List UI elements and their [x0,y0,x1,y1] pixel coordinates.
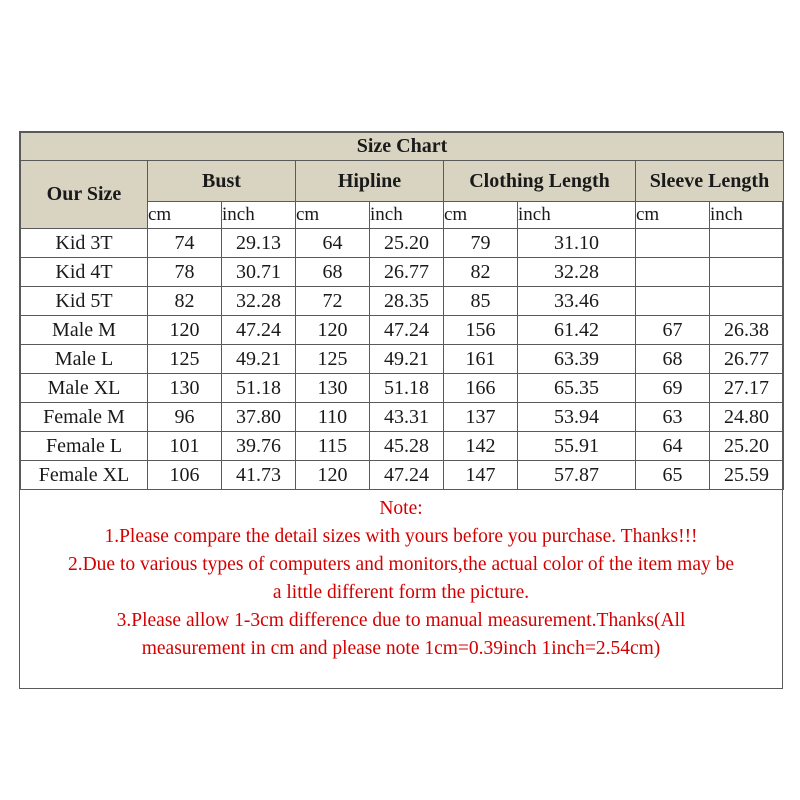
value-cell: 69 [636,374,710,403]
table-row [21,432,784,461]
value-cell [636,258,710,287]
value-cell: 25.20 [370,229,444,258]
value-cell: 110 [296,403,370,432]
note-line: 3.Please allow 1-3cm difference due to manual measurement.Thanks(All [116,610,686,631]
table-row [21,229,784,258]
value-cell: 49.21 [222,345,296,374]
table-row [21,316,784,345]
value-cell: 25.20 [710,432,784,461]
unit-label: inch [370,202,444,229]
value-cell: 64 [636,432,710,461]
size-cell: Male L [21,345,148,374]
value-cell: 32.28 [518,258,636,287]
value-cell: 30.71 [222,258,296,287]
value-cell: 120 [296,316,370,345]
value-cell: 26.38 [710,316,784,345]
table-row [21,374,784,403]
value-cell: 106 [148,461,222,490]
table-row [21,345,784,374]
value-cell: 26.77 [370,258,444,287]
value-cell: 33.46 [518,287,636,316]
value-cell: 26.77 [710,345,784,374]
value-cell: 65.35 [518,374,636,403]
value-cell [710,258,784,287]
value-cell [710,287,784,316]
table-row [21,461,784,490]
size-chart-sheet [19,131,783,689]
size-cell: Female M [21,403,148,432]
value-cell: 47.24 [370,316,444,345]
sleeve-length-header: Sleeve Length [636,161,784,202]
value-cell: 49.21 [370,345,444,374]
value-cell: 24.80 [710,403,784,432]
size-cell: Kid 3T [21,229,148,258]
value-cell: 72 [296,287,370,316]
our-size-header: Our Size [21,161,148,229]
value-cell: 63.39 [518,345,636,374]
value-cell: 120 [296,461,370,490]
value-cell: 27.17 [710,374,784,403]
note-line: 1.Please compare the detail sizes with yours before you purchase. Thanks!!! [104,526,698,547]
value-cell: 130 [148,374,222,403]
value-cell: 25.59 [710,461,784,490]
value-cell: 32.28 [222,287,296,316]
value-cell: 142 [444,432,518,461]
unit-label: cm [296,202,370,229]
size-cell: Male XL [21,374,148,403]
table-row [21,403,784,432]
note-line: measurement in cm and please note 1cm=0.39inch 1inch=2.54cm) [141,638,661,659]
value-cell: 137 [444,403,518,432]
size-cell: Kid 4T [21,258,148,287]
value-cell: 161 [444,345,518,374]
value-cell: 156 [444,316,518,345]
value-cell: 45.28 [370,432,444,461]
value-cell: 31.10 [518,229,636,258]
value-cell: 47.24 [222,316,296,345]
value-cell: 125 [148,345,222,374]
value-cell: 166 [444,374,518,403]
value-cell: 125 [296,345,370,374]
value-cell: 130 [296,374,370,403]
unit-label: cm [148,202,222,229]
value-cell: 78 [148,258,222,287]
value-cell: 74 [148,229,222,258]
size-cell: Kid 5T [21,287,148,316]
size-cell: Male M [21,316,148,345]
value-cell: 61.42 [518,316,636,345]
notes-section [20,491,782,663]
value-cell: 65 [636,461,710,490]
value-cell: 51.18 [222,374,296,403]
bust-header: Bust [148,161,296,202]
value-cell: 43.31 [370,403,444,432]
value-cell: 57.87 [518,461,636,490]
value-cell: 68 [296,258,370,287]
unit-label: cm [444,202,518,229]
value-cell [710,229,784,258]
value-cell: 101 [148,432,222,461]
value-cell: 79 [444,229,518,258]
note-line: 2.Due to various types of computers and monitors,the actual color of the item may be [67,554,735,575]
size-cell: Female XL [21,461,148,490]
unit-label: inch [518,202,636,229]
value-cell: 96 [148,403,222,432]
hipline-header: Hipline [296,161,444,202]
value-cell: 115 [296,432,370,461]
value-cell: 51.18 [370,374,444,403]
value-cell: 63 [636,403,710,432]
value-cell: 37.80 [222,403,296,432]
size-chart-table [20,132,784,490]
value-cell [636,287,710,316]
size-rows [21,229,784,490]
value-cell: 53.94 [518,403,636,432]
note-heading: Note: [379,498,423,519]
value-cell: 28.35 [370,287,444,316]
value-cell: 64 [296,229,370,258]
unit-label: inch [710,202,784,229]
value-cell: 39.76 [222,432,296,461]
value-cell: 147 [444,461,518,490]
table-row [21,287,784,316]
value-cell [636,229,710,258]
clothing-length-header: Clothing Length [444,161,636,202]
value-cell: 67 [636,316,710,345]
value-cell: 120 [148,316,222,345]
table-row [21,258,784,287]
value-cell: 41.73 [222,461,296,490]
value-cell: 85 [444,287,518,316]
value-cell: 55.91 [518,432,636,461]
value-cell: 47.24 [370,461,444,490]
value-cell: 82 [148,287,222,316]
size-cell: Female L [21,432,148,461]
unit-label: inch [222,202,296,229]
value-cell: 29.13 [222,229,296,258]
chart-title: Size Chart [21,133,784,161]
note-line: a little different form the picture. [272,582,530,603]
value-cell: 82 [444,258,518,287]
unit-label: cm [636,202,710,229]
value-cell: 68 [636,345,710,374]
